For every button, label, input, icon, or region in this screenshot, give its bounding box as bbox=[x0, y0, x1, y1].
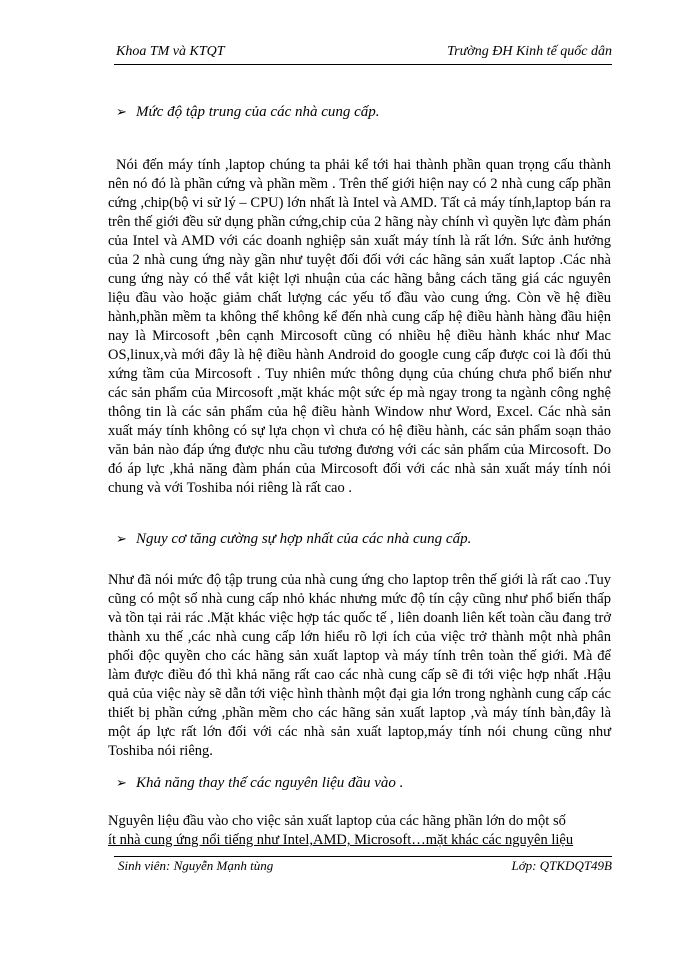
arrow-bullet-icon: ➢ bbox=[116, 775, 127, 790]
section-heading-3 bbox=[116, 775, 403, 792]
section-title: Khả năng thay thế các nguyên liệu đầu vào . bbox=[136, 775, 404, 791]
arrow-bullet-icon: ➢ bbox=[116, 531, 127, 546]
footer-class: Lớp: QTKDQT49B bbox=[511, 858, 612, 873]
page-header bbox=[114, 42, 612, 65]
section-title: Nguy cơ tăng cường sự hợp nhất của các nhà cung cấp. bbox=[136, 531, 472, 547]
arrow-bullet-icon: ➢ bbox=[116, 104, 127, 119]
body-line: Nguyên liệu đầu vào cho việc sản xuất laptop của các hãng phần lớn do một số bbox=[108, 813, 566, 829]
section-body-2: Như đã nói mức độ tập trung của nhà cung ứng cho laptop trên thế giới là rất cao .Tuy cũng có một số nhà cung cấp nhỏ khác nhưng mức độ tín cậy cũng như phổ biến thấp và tồn tại rải rác .Mặt khác việc hợp tác quốc tế , liên doanh liên kết toàn cầu đang trở thành xu thế ,các nhà cung cấp lớn hiểu rõ lợi ích của việc trở thành một nhà phân phối độc quyền cho các hãng sản xuất laptop và máy tính trên toàn thế giới. Mà để làm được điều đó thì khả năng rất cao các nhà cung cấp sẽ đi tới việc hợp nhất .Hậu quả của việc này sẽ dẫn tới việc hình thành một đại gia lớn trong nghành cung cấp các thiết bị phần cứng ,phần mềm cho các hãng sản xuất laptop ,và máy tính bàn,đây là một áp lực rất lớn đối với các nhà sản xuất laptop,máy tính nói chung cũng như Toshiba nói riêng. bbox=[108, 572, 611, 759]
section-heading-2 bbox=[116, 531, 471, 548]
section-title: Mức độ tập trung của các nhà cung cấp. bbox=[136, 104, 380, 120]
section-body-1: Nói đến máy tính ,laptop chúng ta phải kể tới hai thành phần quan trọng cấu thành nên nó đó là phần cứng và phần mềm . Trên thế giới hiện nay có 2 nhà cung cấp phần cứng ,chip(bộ vi sử lý – CPU) lớn nhất là Intel và AMD. Tất cả máy tính,laptop bán ra trên thế giới đều sử dụng phần cứng,chip của 2 hãng này chính vì quyền lực đàm phán của Intel và AMD với các doanh nghiệp sản xuất máy tính là rất lớn. Sức ảnh hưởng của 2 nhà cung ứng này gần như tuyệt đối đối với các hãng sản xuất laptop .Các nhà cung ứng này có thể vắt kiệt lợi nhuận của các hãng bằng cách tăng giá các nguyên liệu đầu vào hoặc giảm chất lượng các yếu tố đầu vào cung ứng. Còn về hệ điều hành,phần mềm ta không thể không kể đến nhà cung cấp hệ điều hành hàng đầu hiện nay là Mircosoft ,bên cạnh Mircosoft cũng có nhiều hệ điều hành khác như Mac OS,linux,và mới đây là hệ điều hành Android do google cung cấp được coi là đối thủ xứng tầm của Mircosoft . Tuy nhiên mức thông dụng của chúng chưa phổ biến như các sản phẩm của Mircosoft ,mặt khác một sức ép mà ngay trong ta ngành công nghệ thông tin là các sản phẩm của hệ điều hành Window như Word, Excel. Các nhà sản xuất máy tính không có sự lựa chọn vì chưa có hệ điều hành, các sản phẩm soạn thảo văn bản nào đáp ứng được nhu cầu tương đương với các sản phẩm của Mircosoft. Do đó áp lực ,khả năng đàm phán của Mircosoft đối với các nhà sản xuất máy tính nói chung và với Toshiba nói riêng là rất cao . bbox=[108, 157, 611, 496]
header-university: Trường ĐH Kinh tế quốc dân bbox=[447, 44, 612, 59]
body-line-underlined: ít nhà cung ứng nổi tiếng như Intel,AMD, Microsoft…mặt khác các nguyên liệu bbox=[108, 832, 574, 848]
footer-student: Sinh viên: Nguyễn Mạnh tùng bbox=[118, 858, 274, 873]
section-heading-1 bbox=[116, 104, 380, 121]
section-body-3 bbox=[108, 812, 611, 850]
page-footer bbox=[114, 856, 612, 875]
header-faculty: Khoa TM và KTQT bbox=[116, 44, 225, 59]
